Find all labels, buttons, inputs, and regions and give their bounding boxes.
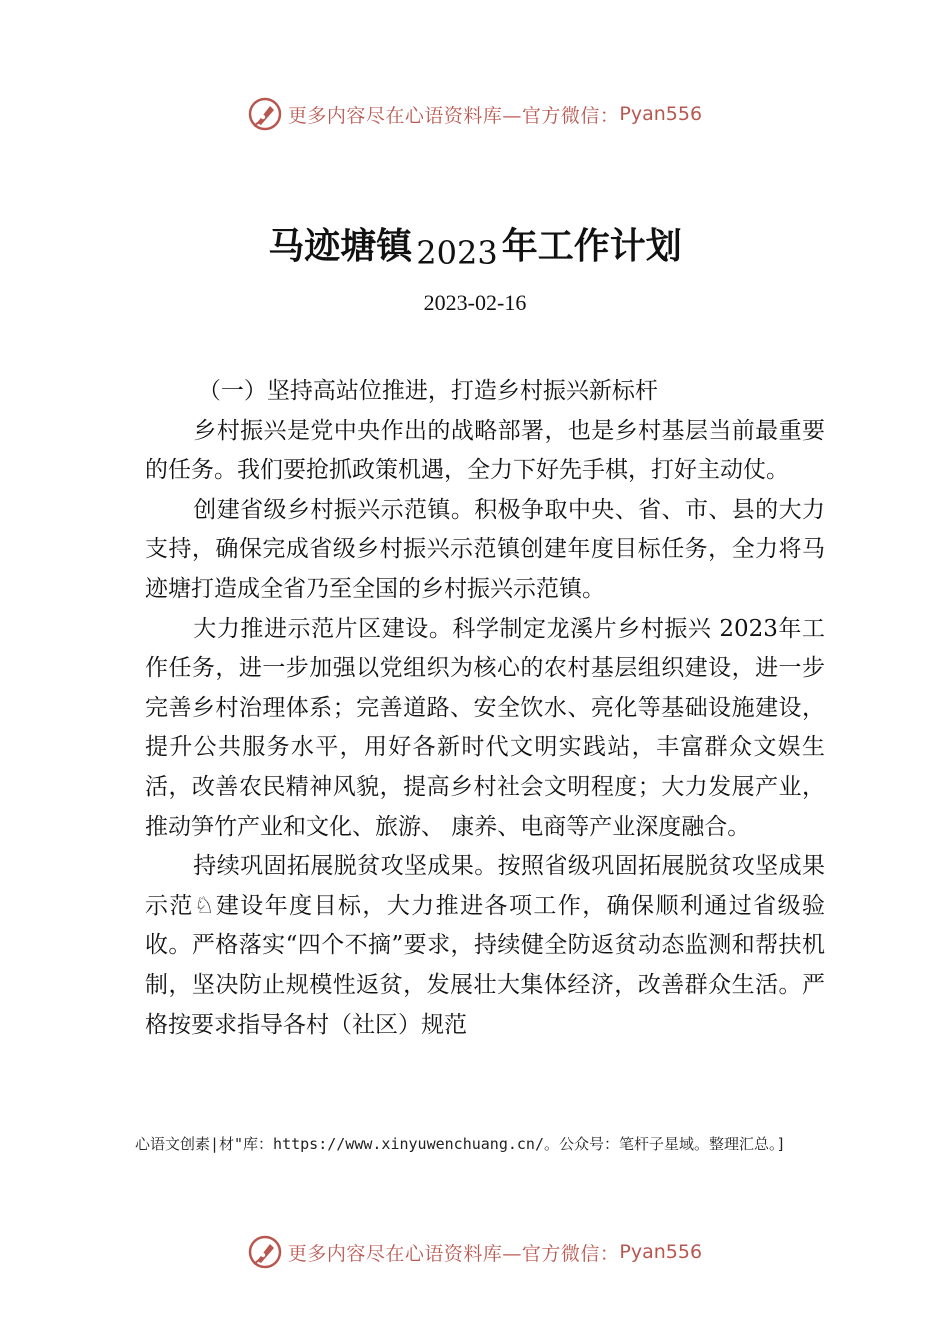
title-year: 2023 — [416, 234, 498, 272]
watermark-note: 心语文创素|材"库：https://www.xinyuwenchuang.cn/。公众号：笔杆子星域。整理汇总。] — [135, 1135, 786, 1153]
paragraph: 持续巩固拓展脱贫攻坚成果。按照省级巩固拓展脱贫攻坚成果示范♘建设年度目标，大力推进各项工作，确保顺利通过省级验收。严格落实“四个不摘”要求，持续健全防返贫动态监测和帮扶机制，坚决防止规模性返贫，发展壮大集体经济，改善群众生活。严格按要求指导各村（社区）规范 — [145, 853, 825, 1038]
paragraph: 大力推进示范片区建设。科学制定龙溪片乡村振兴 2023年工作任务，进一步加强以党组织为核心的农村基层组织建设，进一步完善乡村治理体系；完善道路、安全饮水、亮化等基础设施建设，提升公共服务水平，用好各新时代文明实践站，丰富群众文娱生活，改善农民精神风貌，提高乡村社会文明程度；大力发展产业，推动笋竹产业和文化、旅游、 康养、电商等产业深度融合。 — [145, 615, 825, 840]
banner-wechat-id: Pyan556 — [619, 1241, 703, 1263]
title-part1: 马迹塘镇 — [268, 225, 413, 267]
title-part2: 年工作计划 — [501, 225, 682, 267]
paragraph: 创建省级乡村振兴示范镇。积极争取中央、省、市、县的大力支持，确保完成省级乡村振兴示范镇创建年度目标任务，全力将马迹塘打造成全省乃至全国的乡村振兴示范镇。 — [145, 496, 825, 602]
banner-text: 更多内容尽在心语资料库—官方微信： — [287, 104, 620, 127]
document-title — [0, 218, 950, 272]
footer-banner — [0, 1230, 950, 1274]
document-date: 2023-02-16 — [423, 290, 527, 315]
section-heading: （一）坚持高站位推进，打造乡村振兴新标杆 — [197, 378, 658, 404]
banner-wechat-id: Pyan556 — [619, 103, 703, 125]
banner-text: 更多内容尽在心语资料库—官方微信： — [287, 1242, 620, 1265]
paragraph: 乡村振兴是党中央作出的战略部署，也是乡村基层当前最重要的任务。我们要抢抓政策机遇，全力下好先手棋，打好主动仗。 — [145, 417, 825, 484]
header-banner — [0, 92, 950, 136]
pen-nib-logo-icon — [248, 97, 282, 131]
document-body — [145, 372, 825, 1045]
pen-nib-logo-icon — [248, 1235, 282, 1269]
